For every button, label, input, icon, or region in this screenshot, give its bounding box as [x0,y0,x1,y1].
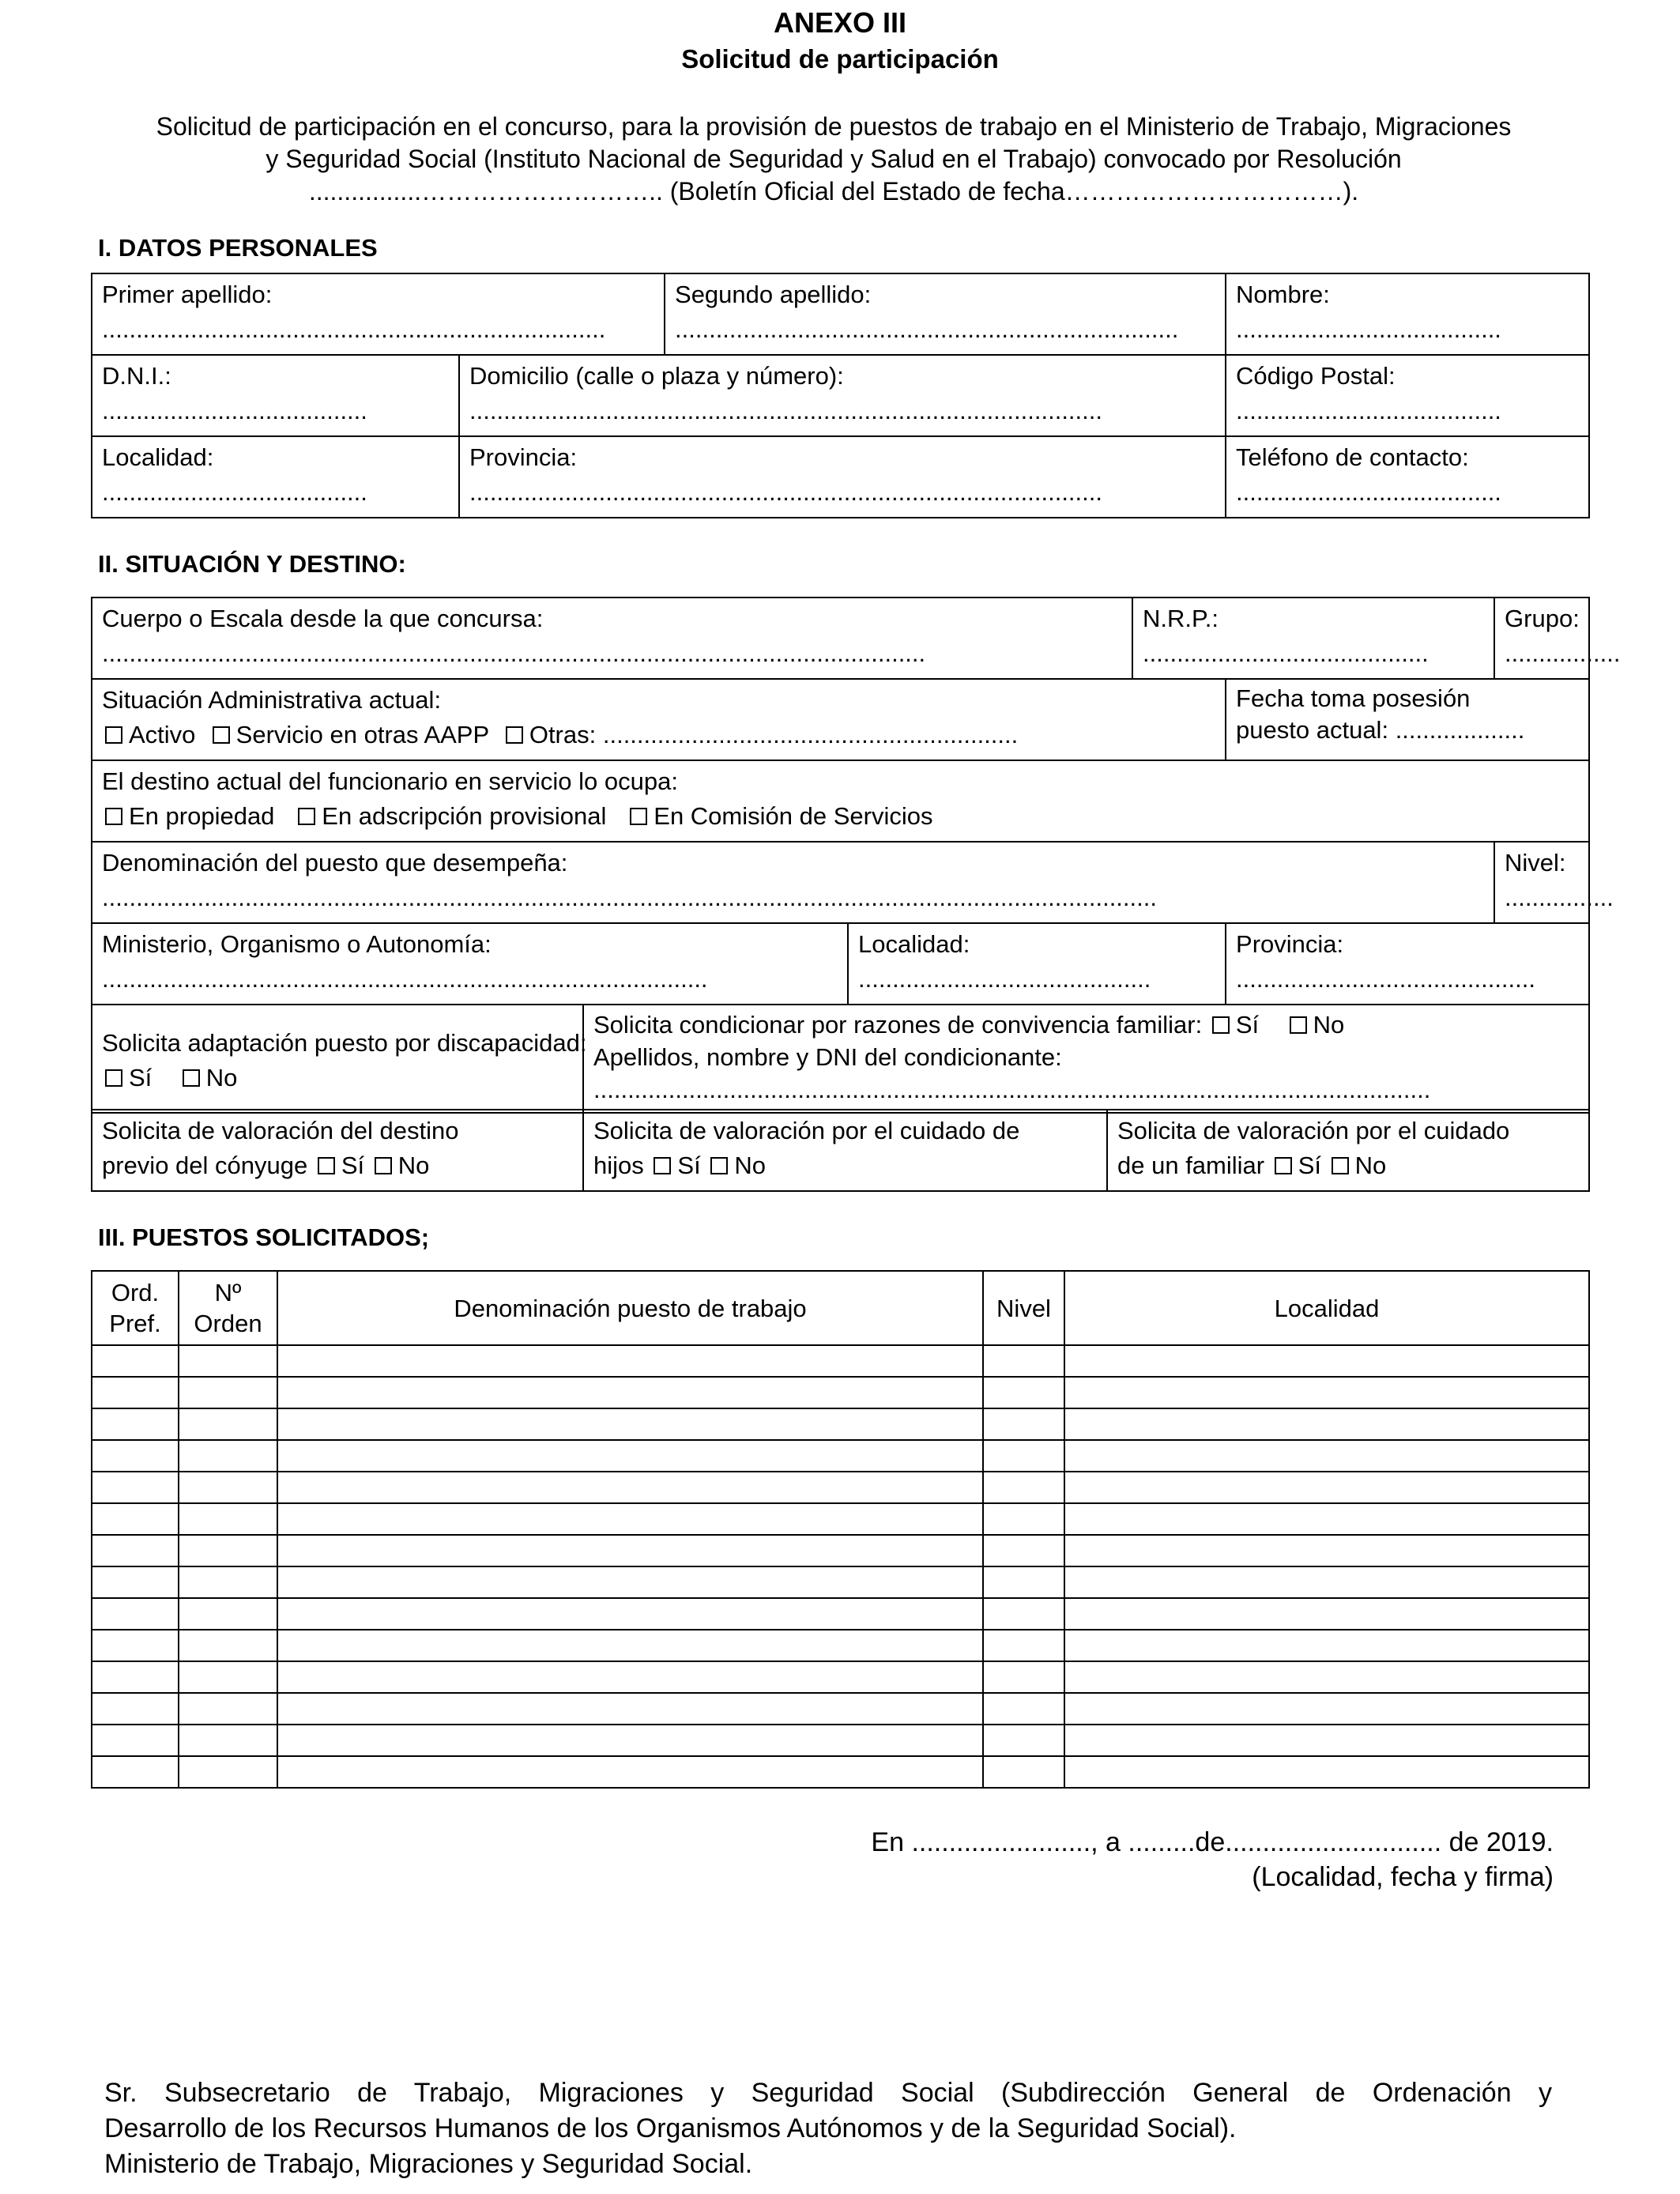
option-label: Sí [129,1063,153,1091]
section-heading-situacion-destino: II. SITUACIÓN Y DESTINO: [98,550,406,578]
field-dots: ....................................... [102,478,367,506]
cuerpo-escala-field[interactable] [92,598,1132,679]
table-cell[interactable] [277,1503,983,1535]
table-cell[interactable] [92,1345,179,1377]
nombre-field[interactable] [1226,273,1589,355]
header-label: Pref. [109,1310,161,1337]
table-cell[interactable] [179,1440,277,1472]
col-num-orden [179,1271,277,1345]
field-label: Solicita de valoración por el cuidado de [593,1117,1020,1144]
option-label: No [1313,1011,1345,1039]
intro-line: Solicitud de participación en el concurso, para la provisión de puestos de trabajo en el Ministerio de Trabajo, Migraciones [156,112,1512,141]
en-comision-checkbox[interactable] [630,808,647,825]
table-cell[interactable] [277,1693,983,1725]
table-cell[interactable] [983,1503,1064,1535]
footer-line: Sr. Subsecretario de Trabajo, Migraciones y Seguridad Social (Subdirección General de Ordenación y [104,2078,1552,2108]
table-cell[interactable] [277,1535,983,1566]
option-label: En Comisión de Servicios [654,802,933,830]
page-title: ANEXO III [773,6,907,39]
table-cell[interactable] [983,1630,1064,1661]
table-cell[interactable] [1064,1661,1589,1693]
field-label: previo del cónyuge [102,1152,308,1179]
nivel-field[interactable] [1494,842,1614,923]
codigo-postal-field[interactable] [1226,355,1589,436]
table-cell[interactable] [277,1345,983,1377]
table-cell[interactable] [1064,1440,1589,1472]
field-label: Domicilio (calle o plaza y número): [469,362,844,390]
table-cell[interactable] [277,1408,983,1440]
table-cell[interactable] [92,1503,179,1535]
option-label: Activo [129,721,196,748]
table-row [92,1566,1589,1598]
signature-line: En ........................, a .........de............................. de 2019. [871,1827,1554,1857]
localidad-field[interactable] [92,436,459,518]
localidad-destino-field[interactable] [848,923,1226,1005]
field-label: Provincia: [1236,930,1344,958]
field-dots: ............................................ [1236,965,1535,993]
table-cell[interactable] [92,1408,179,1440]
table-cell[interactable] [179,1661,277,1693]
field-label: Ministerio, Organismo o Autonomía: [102,930,492,958]
footer-line: Desarrollo de los Recursos Humanos de los Organismos Autónomos y de la Seguridad Social). [104,2113,1237,2143]
table-cell[interactable] [983,1472,1064,1503]
field-dots: ....................................... [1236,397,1501,424]
table-cell[interactable] [1064,1472,1589,1503]
option-label: Sí [677,1152,701,1179]
table-cell[interactable] [179,1756,277,1788]
field-label: Situación Administrativa actual: [102,686,442,714]
header-label: Orden [194,1310,262,1337]
table-row [92,1693,1589,1725]
table-cell[interactable] [983,1440,1064,1472]
nrp-field[interactable] [1132,598,1494,679]
table-cell[interactable] [277,1472,983,1503]
valoracion-conyuge-field [92,1110,583,1191]
field-dots[interactable]: ........................................................................................................................... [593,1076,1431,1103]
table-cell[interactable] [1064,1566,1589,1598]
option-label: No [397,1152,430,1179]
primer-apellido-field[interactable] [92,273,665,355]
table-row [92,1440,1589,1472]
field-label: Provincia: [469,443,578,471]
table-cell[interactable] [179,1408,277,1440]
field-label: D.N.I.: [102,362,171,390]
header-label: Ord. [111,1279,160,1306]
table-cell[interactable] [179,1598,277,1630]
table-cell[interactable] [983,1661,1064,1693]
option-label: No [1354,1152,1387,1179]
table-cell[interactable] [277,1598,983,1630]
table-cell[interactable] [179,1503,277,1535]
field-label: de un familiar [1117,1152,1265,1179]
condicionar-si-checkbox[interactable] [1212,1016,1230,1034]
intro-line: y Seguridad Social (Instituto Nacional de Seguridad y Salud en el Trabajo) convocado por Resolución [266,145,1402,173]
table-cell[interactable] [1064,1408,1589,1440]
table-cell[interactable] [983,1377,1064,1408]
table-row [92,1598,1589,1630]
telefono-field[interactable] [1226,436,1589,518]
section-heading-puestos-solicitados: III. PUESTOS SOLICITADOS; [98,1223,430,1251]
field-label: Código Postal: [1236,362,1396,390]
option-label: En propiedad [129,802,275,830]
field-label: Nivel: [1505,849,1566,876]
table-cell[interactable] [277,1566,983,1598]
field-dots: ............................................................................................. [469,397,1102,424]
table-row [92,1756,1589,1788]
field-label: Segundo apellido: [675,281,872,308]
table-cell[interactable] [179,1535,277,1566]
table-row [92,1408,1589,1440]
field-dots: ................. [1505,639,1621,667]
table-row [92,1503,1589,1535]
table-cell[interactable] [179,1377,277,1408]
table-cell[interactable] [92,1377,179,1408]
field-label: Solicita condicionar por razones de convivencia familiar: [593,1011,1203,1039]
field-label: Solicita de valoración por el cuidado [1117,1117,1510,1144]
col-denominacion: Denominación puesto de trabajo [277,1271,983,1345]
domicilio-field[interactable] [459,355,1226,436]
field-dots: ....................................... [102,397,367,424]
table-cell[interactable] [983,1598,1064,1630]
provincia-destino-field[interactable] [1226,923,1589,1005]
option-label: En adscripción provisional [322,802,607,830]
situacion-destino-table [91,597,1621,1114]
field-label: Denominación del puesto que desempeña: [102,849,568,876]
denominacion-puesto-field[interactable] [92,842,1494,923]
field-dots: ......................................................................................... [102,965,708,993]
hijos-no-checkbox[interactable] [710,1157,728,1174]
table-cell[interactable] [1064,1535,1589,1566]
table-cell[interactable] [983,1725,1064,1756]
col-localidad: Localidad [1064,1271,1589,1345]
puestos-table [91,1270,1590,1789]
field-dots: ................ [1505,884,1614,911]
table-cell[interactable] [92,1535,179,1566]
table-cell[interactable] [983,1345,1064,1377]
page-subtitle: Solicitud de participación [681,44,999,74]
hijos-si-checkbox[interactable] [654,1157,671,1174]
col-nivel: Nivel [983,1271,1064,1345]
intro-paragraph [71,111,1596,208]
table-cell[interactable] [179,1345,277,1377]
table-row [92,1377,1589,1408]
field-label: Primer apellido: [102,281,273,308]
activo-checkbox[interactable] [105,726,122,744]
dni-field[interactable] [92,355,459,436]
table-cell[interactable] [92,1756,179,1788]
provincia-field[interactable] [459,436,1226,518]
field-label: Solicita adaptación puesto por discapacidad: [102,1028,587,1057]
valoracion-table [91,1109,1590,1192]
adaptacion-discapacidad-field [92,1005,587,1113]
table-cell[interactable] [983,1693,1064,1725]
intro-line: ................……………………….. (Boletín Oficial del Estado de fecha……………………………). [308,177,1359,205]
field-label: El destino actual del funcionario en servicio lo ocupa: [102,767,678,795]
table-cell[interactable] [92,1566,179,1598]
table-row [92,1535,1589,1566]
table-cell[interactable] [92,1693,179,1725]
field-label: Apellidos, nombre y DNI del condicionante: [593,1043,1062,1071]
table-row [92,1661,1589,1693]
table-cell[interactable] [277,1725,983,1756]
adaptacion-no-checkbox[interactable] [183,1069,200,1087]
condicionar-no-checkbox[interactable] [1290,1016,1307,1034]
table-cell[interactable] [1064,1598,1589,1630]
puestos-body [92,1345,1589,1788]
field-label: hijos [593,1152,644,1179]
destino-actual-field [92,760,1589,842]
table-cell[interactable] [1064,1630,1589,1661]
situacion-administrativa-field [92,679,1226,760]
field-dots: .......................................................................... [675,315,1179,343]
field-label: Localidad: [858,930,970,958]
field-label: puesto actual: [1236,716,1389,744]
field-dots: ....................................... [1236,478,1501,506]
field-label: Teléfono de contacto: [1236,443,1469,471]
field-label: Localidad: [102,443,214,471]
conyuge-no-checkbox[interactable] [375,1157,392,1174]
field-dots: ................... [1395,716,1525,744]
field-label: Grupo: [1505,605,1580,632]
field-dots: ........................................... [858,965,1151,993]
addressee-footer [104,2075,1552,2182]
field-dots: .......................................................................... [102,315,606,343]
header-label: Nº [214,1279,242,1306]
table-cell[interactable] [92,1630,179,1661]
option-label: Servicio en otras AAPP [235,721,489,748]
table-row [92,1472,1589,1503]
field-label: Nombre: [1236,281,1330,308]
table-cell[interactable] [1064,1503,1589,1535]
field-dots: ......................................................................................................................... [102,639,926,667]
option-label: Sí [1235,1011,1260,1039]
table-cell[interactable] [92,1472,179,1503]
col-ord-pref [92,1271,179,1345]
field-dots: ............................................................................................. [469,478,1102,506]
table-cell[interactable] [1064,1756,1589,1788]
field-label: Solicita de valoración del destino [102,1117,459,1144]
table-cell[interactable] [179,1725,277,1756]
otras-dots: ............................................................. [602,721,1019,748]
adaptacion-si-checkbox[interactable] [105,1069,122,1087]
table-cell[interactable] [277,1630,983,1661]
table-cell[interactable] [179,1472,277,1503]
option-label: Sí [1298,1152,1322,1179]
table-cell[interactable] [92,1725,179,1756]
option-label: Sí [341,1152,365,1179]
en-adscripcion-checkbox[interactable] [298,808,315,825]
table-cell[interactable] [983,1535,1064,1566]
table-row [92,1345,1589,1377]
table-cell[interactable] [277,1661,983,1693]
fecha-toma-posesion-field[interactable] [1226,679,1589,760]
datos-personales-table [91,273,1590,518]
table-cell[interactable] [179,1630,277,1661]
field-label: Cuerpo o Escala desde la que concursa: [102,605,544,632]
conyuge-si-checkbox[interactable] [318,1157,335,1174]
option-label: Otras: [529,721,597,748]
table-cell[interactable] [983,1756,1064,1788]
servicio-otras-aapp-checkbox[interactable] [213,726,230,744]
footer-line: Ministerio de Trabajo, Migraciones y Seguridad Social. [104,2149,753,2179]
field-dots: .......................................... [1143,639,1429,667]
table-cell[interactable] [1064,1345,1589,1377]
table-cell[interactable] [983,1566,1064,1598]
otras-checkbox[interactable] [506,726,523,744]
table-cell[interactable] [179,1693,277,1725]
familiar-no-checkbox[interactable] [1332,1157,1349,1174]
en-propiedad-checkbox[interactable] [105,808,122,825]
table-cell[interactable] [1064,1725,1589,1756]
table-cell[interactable] [92,1661,179,1693]
table-cell[interactable] [92,1598,179,1630]
table-row [92,1630,1589,1661]
condicionar-convivencia-field [583,1005,1589,1113]
signature-caption: (Localidad, fecha y firma) [1252,1862,1554,1892]
table-cell[interactable] [277,1377,983,1408]
option-label: No [205,1063,238,1091]
table-cell[interactable] [277,1756,983,1788]
valoracion-familiar-field [1107,1110,1589,1191]
table-cell[interactable] [1064,1693,1589,1725]
grupo-field[interactable] [1494,598,1621,679]
ministerio-field[interactable] [92,923,848,1005]
familiar-si-checkbox[interactable] [1275,1157,1292,1174]
table-cell[interactable] [1064,1377,1589,1408]
table-cell[interactable] [179,1566,277,1598]
section-heading-datos-personales: I. DATOS PERSONALES [98,234,378,262]
valoracion-hijos-field [583,1110,1107,1191]
field-dots: ........................................................................................................................................................... [102,884,1157,911]
table-cell[interactable] [92,1440,179,1472]
option-label: No [734,1152,766,1179]
table-cell[interactable] [277,1440,983,1472]
field-label: Fecha toma posesión [1236,684,1471,712]
field-label: N.R.P.: [1143,605,1219,632]
field-dots: ....................................... [1236,315,1501,343]
table-row [92,1725,1589,1756]
segundo-apellido-field[interactable] [665,273,1226,355]
table-cell[interactable] [983,1408,1064,1440]
